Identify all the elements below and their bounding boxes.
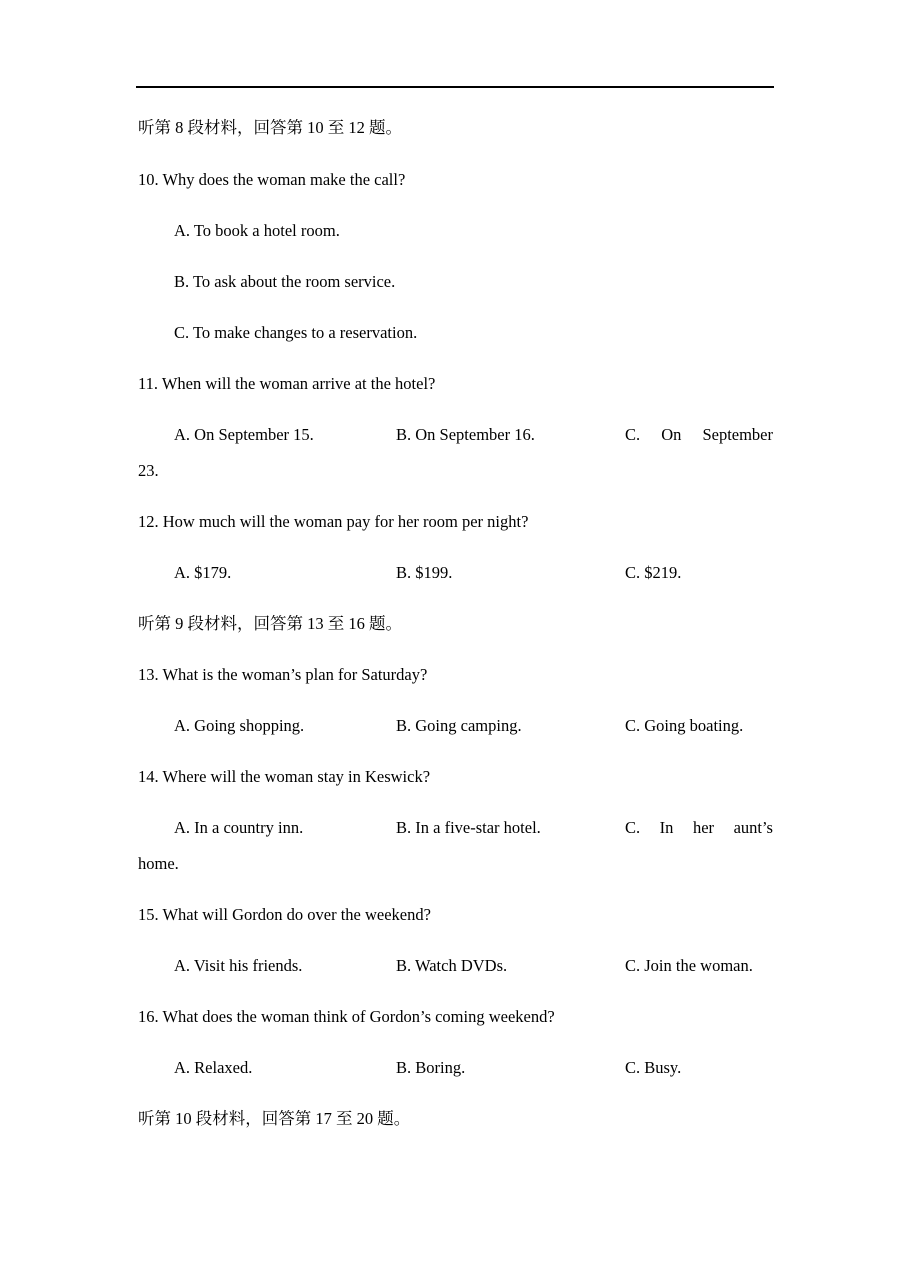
question-12-stem: 12. How much will the woman pay for her room per night? — [138, 512, 529, 531]
question-14-option-c-continuation: home. — [138, 854, 179, 873]
question-11-option-b: B. On September 16. — [396, 425, 535, 444]
justified-word: her — [692, 818, 715, 837]
question-15-option-b: B. Watch DVDs. — [396, 956, 508, 975]
question-13-option-a: A. Going shopping. — [174, 716, 305, 735]
question-16-option-c: C. Busy. — [625, 1058, 682, 1077]
question-16-option-b: B. Boring. — [396, 1058, 466, 1077]
question-12-option-b: B. $199. — [396, 563, 453, 582]
section-10-heading: 听第 10 段材料，回答第 17 至 20 题。 — [138, 1109, 411, 1128]
question-10-option-b: B. To ask about the room service. — [174, 272, 396, 291]
question-14-option-b: B. In a five-star hotel. — [396, 818, 541, 837]
question-13-option-c: C. Going boating. — [625, 716, 744, 735]
question-14-option-c-text — [625, 818, 773, 838]
question-11-stem: 11. When will the woman arrive at the hotel? — [138, 374, 436, 393]
question-16-stem: 16. What does the woman think of Gordon’s coming weekend? — [138, 1007, 555, 1026]
question-15-option-a: A. Visit his friends. — [174, 956, 303, 975]
justified-word: On — [661, 425, 682, 444]
justified-word: aunt’s — [733, 818, 773, 837]
question-12-option-c: C. $219. — [625, 563, 682, 582]
question-11-option-c — [625, 425, 773, 445]
section-8-heading: 听第 8 段材料，回答第 10 至 12 题。 — [138, 118, 402, 137]
question-10-option-a: A. To book a hotel room. — [174, 221, 340, 240]
question-14-option-a: A. In a country inn. — [174, 818, 304, 837]
question-11-option-a: A. On September 15. — [174, 425, 314, 444]
question-11-option-c-text — [625, 425, 773, 445]
question-10-stem: 10. Why does the woman make the call? — [138, 170, 406, 189]
question-13-option-b: B. Going camping. — [396, 716, 522, 735]
justified-word: C. — [625, 818, 641, 837]
question-13-stem: 13. What is the woman’s plan for Saturday? — [138, 665, 428, 684]
question-15-stem: 15. What will Gordon do over the weekend? — [138, 905, 431, 924]
question-14-stem: 14. Where will the woman stay in Keswick? — [138, 767, 431, 786]
header-rule — [136, 86, 774, 88]
justified-word: In — [659, 818, 674, 837]
question-15-option-c: C. Join the woman. — [625, 956, 753, 975]
question-11-option-c-continuation: 23. — [138, 461, 159, 480]
section-9-heading: 听第 9 段材料，回答第 13 至 16 题。 — [138, 614, 402, 633]
justified-word: C. — [625, 425, 641, 444]
question-12-option-a: A. $179. — [174, 563, 232, 582]
question-16-option-a: A. Relaxed. — [174, 1058, 253, 1077]
question-10-option-c: C. To make changes to a reservation. — [174, 323, 418, 342]
question-14-option-c — [625, 818, 773, 838]
justified-word: September — [702, 425, 773, 444]
